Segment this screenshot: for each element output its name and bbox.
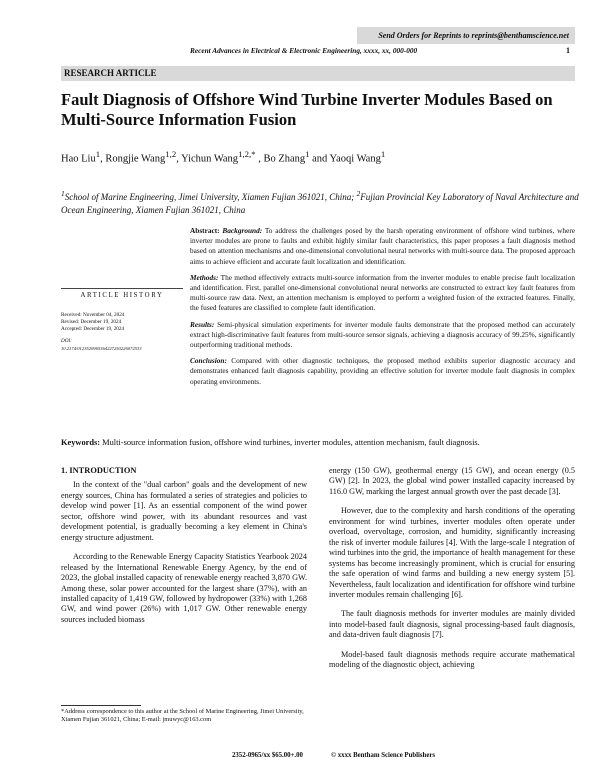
abstract (190, 226, 575, 393)
keywords (61, 437, 575, 448)
affiliation-1: School of Marine Engineering, Jimei University, Xiamen Fujian 361021, China; (64, 192, 357, 202)
received-date: Received: November 04, 2024 (61, 312, 125, 318)
correspondence-footnote: *Address correspondence to this author at the School of Marine Engineering, Jimei University, Xiamen Fujian 361021, China; E-mail: jmuwyc@163.com (61, 708, 304, 723)
body-column-right (329, 466, 575, 680)
background-label: Background: (222, 226, 263, 235)
abstract-methods (190, 273, 575, 314)
body-paragraph: According to the Renewable Energy Capacity Statistics Yearbook 2024 released by the International Renewable Energy Agency, by the end of 2023, the global installed capacity of renewable energy reached 3,870 GW. Among these, solar power accounted for the largest share (37%), with an installed capacity of 1,419 GW, followed by hydropower (33%) with 1,268 GW, and wind power (26%) with 1,017 GW. Other renewable energy sources included biomass (61, 552, 307, 624)
author-affil-sup: 1,2,* (238, 149, 256, 159)
keywords-text: Multi-source information fusion, offshore wind turbines, inverter modules, attention mechanism, fault diagnosis. (102, 438, 480, 447)
revised-date: Revised: December 19, 2024 (61, 319, 122, 325)
author-affil-sup: 1,2 (165, 149, 177, 159)
conclusion-label: Conclusion: (190, 356, 227, 366)
author-affil-sup: 1 (305, 149, 310, 159)
keywords-label: Keywords: (61, 438, 101, 447)
body-column-left (61, 466, 307, 634)
footnote-rule (61, 705, 141, 706)
affil-sup: 2 (356, 189, 361, 198)
author-list: Hao Liu$^1$, Rongjie Wang$^{1,2}$, Yichun Wang$^{1,2,*}$ , Bo Zhang$^1$ and Yaoqi Wang$^1$ (61, 149, 386, 165)
affiliation-2: Fujian Provincial Key Laboratory of Naval Architecture and Ocean Engineering, Xiamen Fujian 361021, China (61, 192, 579, 215)
page-number: 1 (566, 46, 570, 55)
author-name: Yichun Wang (181, 153, 239, 165)
footer-issn: 2352-0965/xx $65.00+.00 (232, 752, 303, 759)
doi-link[interactable]: 10.2174/0123520965364227250226072533 (61, 346, 142, 351)
footer-publisher: © xxxx Bentham Science Publishers (331, 752, 436, 759)
background-text: To address the challenges posed by the harsh operating environment of offshore wind turbines, where inverter modules are prone to faults and exhibit highly similar fault characteristics, this paper proposes a fault diagnosis method based on attention mechanisms and one-dimensional convolutional neural networks with multi-source data. The proposed approach aims to achieve efficient and accurate fault localization and identification. (190, 226, 575, 266)
author-affil-sup: 1 (380, 149, 386, 159)
abstract-background (190, 226, 575, 267)
author-name: Bo Zhang (263, 153, 306, 165)
doi-label: DOI: (61, 338, 72, 344)
author-name: Yaoqi Wang (329, 153, 381, 165)
results-label: Results: (190, 319, 215, 329)
author-name: Hao Liu (61, 153, 96, 165)
accepted-date: Accepted: December 19, 2024 (61, 326, 125, 332)
article-history (61, 288, 183, 352)
body-paragraph: The fault diagnosis methods for inverter modules are mainly divided into model-based fault diagnosis, signal processing-based fault diagnosis, and data-driven fault diagnosis [7]. (329, 609, 575, 640)
abstract-conclusion (190, 356, 575, 387)
body-paragraph: In the context of the "dual carbon" goals and the development of new energy sources, China has formulated a series of strategies and policies to develop wind power [1]. As an essential component of the wind power sector, offshore wind power, with its abundant resources and vast development potential, is gradually becoming a key element in China's energy structure adjustment. (61, 480, 307, 542)
results-text: Semi-physical simulation experiments for inverter module faults demonstrate that the proposed method can accurately extract high-discriminative fault features from multi-source sensor signals, achieving a diagnosis accuracy of 99.25%, significantly outperforming traditional methods. (190, 319, 575, 350)
affiliations (61, 187, 581, 217)
conclusion-text: Compared with other diagnostic techniques, the proposed method exhibits superior diagnostic accuracy and demonstrates enhanced fault diagnosis capability, providing an effective solution for inverter module fault diagnosis in complex operating environments. (190, 356, 576, 386)
paper-title: Fault Diagnosis of Offshore Wind Turbine Inverter Modules Based on Multi-Source Information Fusion (61, 90, 553, 129)
abstract-results (190, 320, 575, 351)
history-title: ARTICLE HISTORY (80, 292, 164, 299)
methods-text: The method effectively extracts multi-source information from the inverter modules to enable precise fault localization and identification. First, parallel one-dimensional convolutional neural networks are constructed to extract key fault features from multi-source raw data. Next, an attention mechanism is employed to perform a weighted fusion of the extracted features. Finally, the fused features are classified to complete fault identification. (190, 272, 575, 313)
author-affil-sup: 1 (95, 149, 101, 159)
section-heading: 1. INTRODUCTION (61, 466, 137, 475)
reprints-banner: Send Orders for Reprints to reprints@benthamscience.net (357, 27, 575, 44)
author-name: Rongjie Wang (105, 153, 166, 165)
article-type-banner: RESEARCH ARTICLE (61, 66, 575, 81)
body-paragraph: Model-based fault diagnosis methods require accurate mathematical modeling of the diagnostic object, achieving (329, 649, 575, 670)
body-paragraph: However, due to the complexity and harsh conditions of the operating environment for wind turbines, inverter modules often operate under overload, overvoltage, corrosion, and humidity, significantly increasing the risk of inverter module failures [4]. With the large-scale I ntegration of wind turbines into the grid, the importance of health management for these systems has become increasingly prominent, which is crucial for ensuring the safe operation of wind farms and building a new energy system [5]. Nevertheless, fault localization and identification for offshore wind turbine inverter modules remain challenging [6]. (329, 506, 575, 599)
journal-citation: Recent Advances in Electrical & Electronic Engineering, xxxx, xx, 000-000 (190, 46, 418, 55)
body-paragraph: energy (150 GW), geothermal energy (15 GW), and ocean energy (0.5 GW) [2]. In 2023, the global wind power installed capacity increased by 116.0 GW, marking the largest annual growth over the past decade [3]. (329, 466, 575, 496)
methods-label: Methods: (190, 272, 219, 282)
abstract-heading: Abstract: (190, 226, 220, 235)
affil-sup: 1 (61, 189, 65, 198)
